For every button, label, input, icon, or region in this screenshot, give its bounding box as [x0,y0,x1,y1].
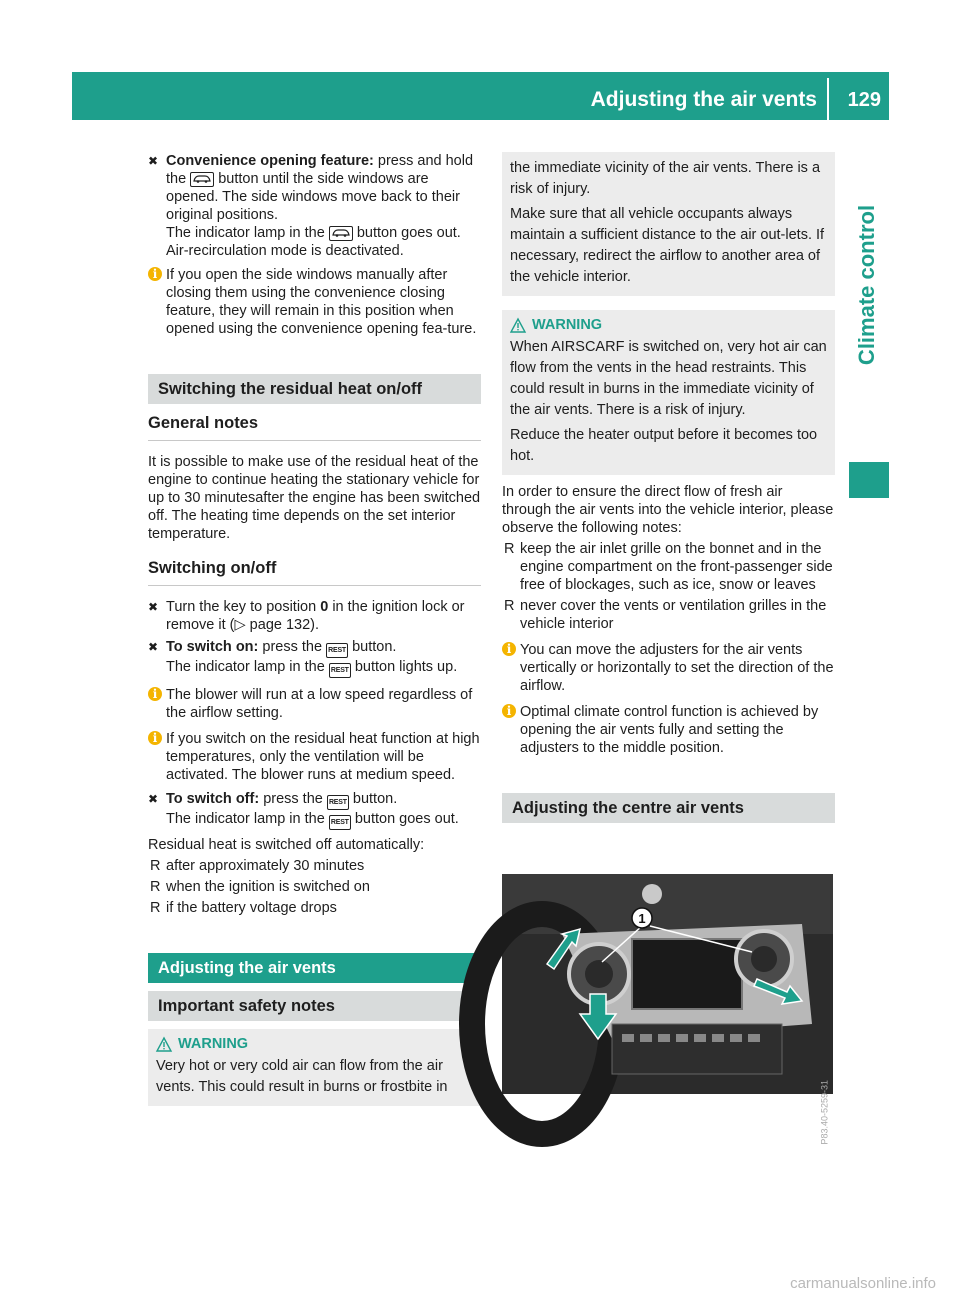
key-position: 0 [320,599,329,615]
step-text: Turn the key to position [166,599,321,615]
header-divider [827,78,829,120]
step-text: button goes out. [350,811,459,827]
x-marker-icon: ✖ [148,600,159,614]
right-column [502,152,835,823]
info-icon: i [148,267,162,281]
bullet-icon: R [150,858,161,874]
step-text: in the ignition lock or remove it ( [166,599,465,633]
step-label: Convenience opening feature: [166,153,374,169]
centre-air-vents-photo [502,874,833,1145]
page-number: 129 [847,89,881,111]
step-text: press the [258,639,327,655]
warning-text: When AIRSCARF is switched on, very hot air can flow from the vents in the head restraints. This could result in burns in the immediate vicinity of the air vents. There is a risk of injury. [510,339,827,418]
list-item-text: after approximately 30 minutes [166,858,365,874]
list-item [148,857,481,875]
info-icon: i [148,687,162,701]
step-text: The indicator lamp in the [166,225,329,241]
info-text: You can move the adjusters for the air vents vertically or horizontally to set the direction of the airflow. [520,642,834,694]
info-note [502,641,835,695]
bullet-icon: R [504,541,515,557]
warning-triangle-icon [510,318,526,333]
rest-button-icon: REST [326,643,348,658]
info-note [148,686,481,722]
info-text: If you switch on the residual heat function at high temperatures, only the ventilation will be activated. The blower runs at medium speed. [166,731,480,783]
warning-box [502,310,835,475]
info-note [148,266,481,338]
general-notes-text: It is possible to make use of the residual heat of the engine to continue heating the stationary vehicle for up to 30 minutesafter the engine has been switched off. The heating time depends on the set interior temperature. [148,454,481,542]
step-text: button. [348,791,398,807]
warning-label: WARNING [532,317,603,333]
section-heading-adjusting-air-vents: Adjusting the air vents [148,953,481,983]
warning-triangle-icon [156,1037,172,1052]
header-title: Adjusting the air vents [590,88,817,111]
info-icon: i [502,642,516,656]
warning-label: WARNING [178,1036,249,1052]
x-marker-icon: ✖ [148,792,159,806]
step-text: The indicator lamp in the [166,659,329,675]
warning-text: the immediate vicinity of the air vents. There is a risk of injury. [510,160,821,197]
step-text: press and hold the [166,153,474,187]
page-header [72,72,889,120]
warning-box [148,1029,481,1106]
info-icon: i [502,704,516,718]
page-ref-arrow-icon: ▷ [234,617,246,633]
step-text: button goes out. Air-recirculation mode is deactivated. [166,225,461,259]
warning-box-continued [502,152,835,296]
info-text: The blower will run at a low speed regardless of the airflow setting. [166,687,473,721]
step-text: button until the side windows are opened. The side windows move back to their original positions. [166,171,460,223]
list-item [502,597,835,633]
x-marker-icon: ✖ [148,154,159,168]
step-switch-off [148,790,481,830]
warning-text: Very hot or very cold air can flow from the air vents. This could result in burns or frostbite in [156,1058,448,1095]
rest-button-icon: REST [329,663,351,678]
list-item [502,540,835,594]
climate-car-button-icon [329,226,353,241]
image-code: P83.40-5259-31 [820,1080,830,1145]
step-label: To switch on: [166,639,259,655]
bullet-icon: R [150,879,161,895]
subheading-general-notes: General notes [148,414,481,441]
step-text: button lights up. [350,659,458,675]
warning-heading [510,316,827,334]
list-item-text: if the battery voltage drops [166,900,337,916]
section-heading-safety-notes: Important safety notes [148,991,481,1021]
page-ref-link[interactable]: page 132). [245,617,320,633]
list-item-text: when the ignition is switched on [166,879,370,895]
info-icon: i [148,731,162,745]
step-switch-on [148,638,481,678]
side-tab-marker [849,462,889,498]
list-item [148,878,481,896]
dashboard-illustration [502,874,833,1094]
warning-text: Make sure that all vehicle occupants always maintain a sufficient distance to the air out-lets. If necessary, redirect the airflow to another area of the vehicle interior. [510,206,825,285]
x-marker-icon: ✖ [148,640,159,654]
info-note [148,730,481,784]
section-heading-centre-air-vents: Adjusting the centre air vents [502,793,835,823]
side-tab [838,170,896,400]
step-text: press the [259,791,327,807]
step-convenience-opening [148,152,481,260]
bullet-icon: R [150,900,161,916]
info-text: If you open the side windows manually after closing them using the convenience closing feature, they will remain in this position when opened using the convenience opening fea-ture. [166,267,477,337]
subheading-switching-onoff: Switching on/off [148,559,481,586]
step-turn-key [148,598,481,634]
list-item-text: never cover the vents or ventilation grilles in the vehicle interior [520,598,827,632]
fresh-air-text: In order to ensure the direct flow of fresh air through the air vents into the vehicle interior, please observe the following notes: [502,484,834,536]
step-text: button. [348,639,397,655]
auto-off-text: Residual heat is switched off automatically: [148,837,425,853]
section-heading-residual-heat: Switching the residual heat on/off [148,374,481,404]
rest-button-icon: REST [327,795,349,810]
list-item [148,899,481,917]
warning-heading [156,1035,473,1053]
list-item-text: keep the air inlet grille on the bonnet and in the engine compartment on the front-passenger side free of blockages, such as ice, snow or leaves [520,541,833,593]
climate-car-button-icon [190,172,214,187]
bullet-icon: R [504,598,515,614]
callout-number: 1 [638,911,646,926]
step-label: To switch off: [166,791,260,807]
rest-button-icon: REST [329,815,351,830]
info-note [502,703,835,757]
side-tab-label: Climate control [854,204,879,366]
watermark: carmanualsonline.info [790,1275,936,1292]
left-column [148,152,481,1106]
info-text: Optimal climate control function is achieved by opening the air vents fully and setting the adjusters to the middle position. [520,704,819,756]
warning-text: Reduce the heater output before it becomes too hot. [510,427,818,464]
step-text: The indicator lamp in the [166,811,329,827]
